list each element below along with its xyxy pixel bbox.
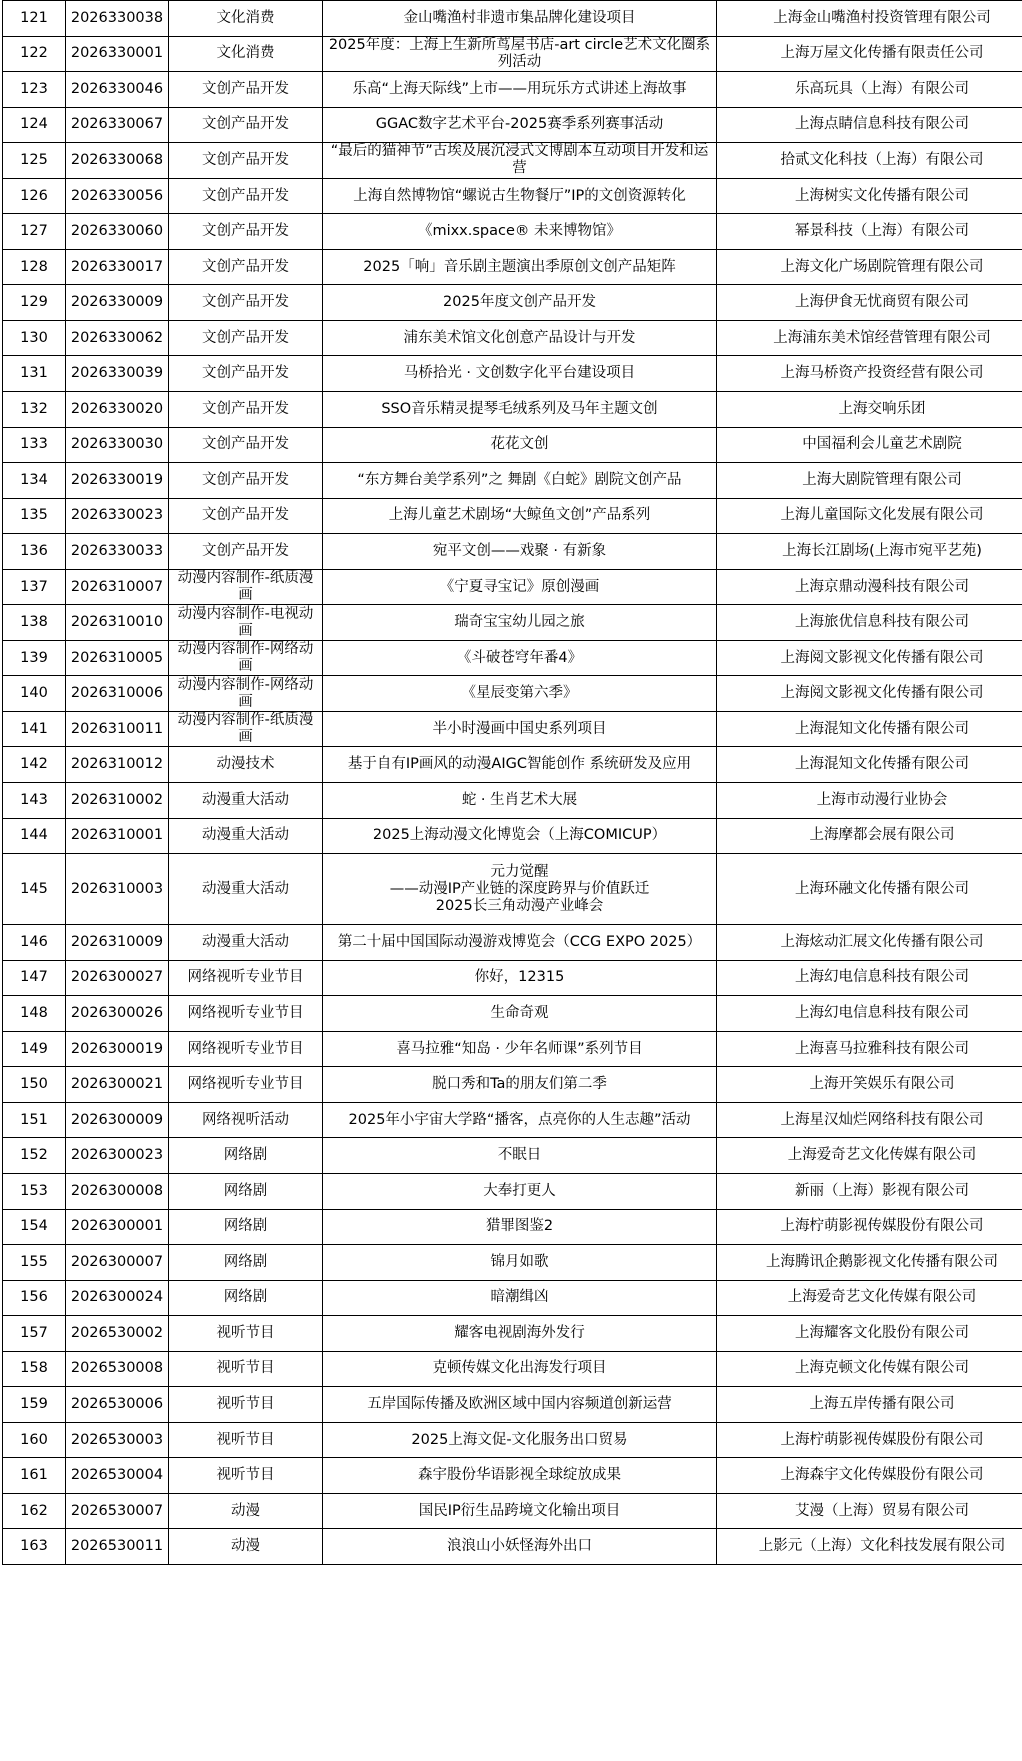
category-cell: 文创产品开发	[169, 107, 323, 143]
project-code-cell: 2026330067	[66, 107, 169, 143]
category-cell: 网络剧	[169, 1138, 323, 1174]
row-number-cell: 142	[3, 747, 66, 783]
row-number-cell: 146	[3, 925, 66, 961]
project-code-cell: 2026530002	[66, 1316, 169, 1352]
organization-cell: 上海柠萌影视传媒股份有限公司	[717, 1209, 1022, 1245]
category-cell: 文创产品开发	[169, 72, 323, 108]
project-name-cell: 上海自然博物馆“螺说古生物餐厅”IP的文创资源转化	[323, 178, 717, 214]
project-name-cell: 生命奇观	[323, 996, 717, 1032]
row-number-cell: 145	[3, 854, 66, 925]
project-name-cell: 耀客电视剧海外发行	[323, 1316, 717, 1352]
row-number-cell: 129	[3, 285, 66, 321]
table-row	[3, 320, 1022, 356]
row-number-cell: 156	[3, 1280, 66, 1316]
project-name-cell: 2025「响」音乐剧主题演出季原创文创产品矩阵	[323, 249, 717, 285]
row-number-cell: 136	[3, 534, 66, 570]
project-code-cell: 2026310003	[66, 854, 169, 925]
table-row	[3, 1102, 1022, 1138]
project-name-line: 元力觉醒	[490, 863, 549, 880]
category-cell: 文创产品开发	[169, 427, 323, 463]
organization-cell: 上海混知文化传播有限公司	[717, 711, 1022, 747]
table-row	[3, 925, 1022, 961]
row-number-cell: 127	[3, 214, 66, 250]
organization-cell: 上海混知文化传播有限公司	[717, 747, 1022, 783]
row-number-cell: 122	[3, 36, 66, 72]
project-code-cell: 2026310009	[66, 925, 169, 961]
project-name-cell: 半小时漫画中国史系列项目	[323, 711, 717, 747]
category-cell: 动漫重大活动	[169, 818, 323, 854]
organization-cell: 拾贰文化科技（上海）有限公司	[717, 143, 1022, 179]
table-row	[3, 107, 1022, 143]
table-row	[3, 1173, 1022, 1209]
organization-cell: 上海炫动汇展文化传播有限公司	[717, 925, 1022, 961]
project-code-cell: 2026300007	[66, 1245, 169, 1281]
table-row	[3, 1245, 1022, 1281]
organization-cell: 上海克顿文化传媒有限公司	[717, 1351, 1022, 1387]
project-name-cell: 暗潮缉凶	[323, 1280, 717, 1316]
project-name-cell: 蛇 · 生肖艺术大展	[323, 783, 717, 819]
table-row	[3, 1031, 1022, 1067]
project-name-cell: 国民IP衍生品跨境文化输出项目	[323, 1493, 717, 1529]
table-row	[3, 960, 1022, 996]
table-row	[3, 1387, 1022, 1423]
organization-cell: 上海喜马拉雅科技有限公司	[717, 1031, 1022, 1067]
project-code-cell: 2026330033	[66, 534, 169, 570]
category-cell: 网络剧	[169, 1209, 323, 1245]
table-row	[3, 1493, 1022, 1529]
table-row	[3, 427, 1022, 463]
table-row	[3, 1138, 1022, 1174]
category-cell: 文创产品开发	[169, 320, 323, 356]
project-name-cell: 基于自有IP画风的动漫AIGC智能创作 系统研发及应用	[323, 747, 717, 783]
project-code-cell: 2026330019	[66, 463, 169, 499]
organization-cell: 上海京鼎动漫科技有限公司	[717, 569, 1022, 605]
table-row	[3, 356, 1022, 392]
row-number-cell: 133	[3, 427, 66, 463]
organization-cell: 上海开笑娱乐有限公司	[717, 1067, 1022, 1103]
project-code-cell: 2026330017	[66, 249, 169, 285]
project-name-cell: 不眠日	[323, 1138, 717, 1174]
project-code-cell: 2026310001	[66, 818, 169, 854]
organization-cell: 上海爱奇艺文化传媒有限公司	[717, 1138, 1022, 1174]
organization-cell: 上海大剧院管理有限公司	[717, 463, 1022, 499]
organization-cell: 上海幻电信息科技有限公司	[717, 960, 1022, 996]
row-number-cell: 135	[3, 498, 66, 534]
organization-cell: 艾漫（上海）贸易有限公司	[717, 1493, 1022, 1529]
project-name-cell: 大奉打更人	[323, 1173, 717, 1209]
table-row	[3, 783, 1022, 819]
project-name-cell: GGAC数字艺术平台-2025赛季系列赛事活动	[323, 107, 717, 143]
project-code-cell: 2026310010	[66, 605, 169, 641]
project-code-cell: 2026300008	[66, 1173, 169, 1209]
row-number-cell: 143	[3, 783, 66, 819]
row-number-cell: 128	[3, 249, 66, 285]
row-number-cell: 152	[3, 1138, 66, 1174]
category-cell: 文创产品开发	[169, 285, 323, 321]
organization-cell: 上海点睛信息科技有限公司	[717, 107, 1022, 143]
row-number-cell: 153	[3, 1173, 66, 1209]
project-code-cell: 2026530011	[66, 1529, 169, 1565]
row-number-cell: 130	[3, 320, 66, 356]
category-cell: 文创产品开发	[169, 534, 323, 570]
project-name-cell: 乐高“上海天际线”上市——用玩乐方式讲述上海故事	[323, 72, 717, 108]
project-code-cell: 2026300001	[66, 1209, 169, 1245]
organization-cell: 上海摩都会展有限公司	[717, 818, 1022, 854]
category-cell: 文创产品开发	[169, 249, 323, 285]
organization-cell: 上海伊食无忧商贸有限公司	[717, 285, 1022, 321]
project-code-cell: 2026330038	[66, 1, 169, 37]
project-code-cell: 2026310002	[66, 783, 169, 819]
category-cell: 网络视听专业节目	[169, 1067, 323, 1103]
row-number-cell: 160	[3, 1422, 66, 1458]
category-cell: 动漫	[169, 1529, 323, 1565]
category-cell: 动漫内容制作-网络动画	[169, 676, 323, 712]
organization-cell: 上海万屋文化传播有限责任公司	[717, 36, 1022, 72]
table-row	[3, 143, 1022, 179]
table-row	[3, 1351, 1022, 1387]
table-row	[3, 747, 1022, 783]
project-code-cell: 2026310007	[66, 569, 169, 605]
category-cell: 动漫内容制作-纸质漫画	[169, 711, 323, 747]
project-name-cell: 2025年度文创产品开发	[323, 285, 717, 321]
table-row	[3, 640, 1022, 676]
project-name-cell: 《mixx.space® 未来博物馆》	[323, 214, 717, 250]
category-cell: 动漫重大活动	[169, 854, 323, 925]
organization-cell: 乐高玩具（上海）有限公司	[717, 72, 1022, 108]
table-row	[3, 1209, 1022, 1245]
project-code-cell: 2026330039	[66, 356, 169, 392]
project-code-cell: 2026330060	[66, 214, 169, 250]
project-name-cell: 《斗破苍穹年番4》	[323, 640, 717, 676]
row-number-cell: 150	[3, 1067, 66, 1103]
project-name-cell: “东方舞台美学系列”之 舞剧《白蛇》剧院文创产品	[323, 463, 717, 499]
project-name-cell: 猎罪图鉴2	[323, 1209, 717, 1245]
organization-cell: 上海柠萌影视传媒股份有限公司	[717, 1422, 1022, 1458]
category-cell: 文创产品开发	[169, 143, 323, 179]
table-row	[3, 569, 1022, 605]
organization-cell: 上海幻电信息科技有限公司	[717, 996, 1022, 1032]
project-name-cell: 2025年小宇宙大学路“播客，点亮你的人生志趣”活动	[323, 1102, 717, 1138]
project-name-cell: 2025上海动漫文化博览会（上海COMICUP）	[323, 818, 717, 854]
category-cell: 视听节目	[169, 1422, 323, 1458]
project-code-cell: 2026530007	[66, 1493, 169, 1529]
row-number-cell: 157	[3, 1316, 66, 1352]
row-number-cell: 149	[3, 1031, 66, 1067]
table-body	[3, 1, 1022, 1565]
row-number-cell: 134	[3, 463, 66, 499]
project-code-cell: 2026330062	[66, 320, 169, 356]
organization-cell: 上海环融文化传播有限公司	[717, 854, 1022, 925]
row-number-cell: 139	[3, 640, 66, 676]
category-cell: 网络剧	[169, 1280, 323, 1316]
project-name-cell: 你好，12315	[323, 960, 717, 996]
table-row	[3, 36, 1022, 72]
category-cell: 动漫	[169, 1493, 323, 1529]
organization-cell: 上海文化广场剧院管理有限公司	[717, 249, 1022, 285]
table-row	[3, 1, 1022, 37]
project-name-cell: “最后的猫神节”古埃及展沉浸式文博剧本互动项目开发和运营	[323, 143, 717, 179]
row-number-cell: 137	[3, 569, 66, 605]
project-code-cell: 2026300026	[66, 996, 169, 1032]
organization-cell: 上海五岸传播有限公司	[717, 1387, 1022, 1423]
table-row	[3, 463, 1022, 499]
project-code-cell: 2026300019	[66, 1031, 169, 1067]
project-name-cell: 《宁夏寻宝记》原创漫画	[323, 569, 717, 605]
project-code-cell: 2026330009	[66, 285, 169, 321]
row-number-cell: 131	[3, 356, 66, 392]
table-row	[3, 1458, 1022, 1494]
organization-cell: 上海交响乐团	[717, 392, 1022, 428]
project-code-cell: 2026330001	[66, 36, 169, 72]
table-row	[3, 1422, 1022, 1458]
project-name-cell: 锦月如歌	[323, 1245, 717, 1281]
row-number-cell: 148	[3, 996, 66, 1032]
table-row	[3, 1316, 1022, 1352]
table-row	[3, 1529, 1022, 1565]
project-code-cell: 2026300023	[66, 1138, 169, 1174]
table-row	[3, 676, 1022, 712]
project-code-cell: 2026300021	[66, 1067, 169, 1103]
category-cell: 网络视听专业节目	[169, 996, 323, 1032]
table-row	[3, 72, 1022, 108]
row-number-cell: 154	[3, 1209, 66, 1245]
organization-cell: 上海耀客文化股份有限公司	[717, 1316, 1022, 1352]
project-name-cell: 五岸国际传播及欧洲区域中国内容频道创新运营	[323, 1387, 717, 1423]
project-name-cell: 克顿传媒文化出海发行项目	[323, 1351, 717, 1387]
table-row	[3, 498, 1022, 534]
project-list-table	[2, 0, 1022, 1565]
row-number-cell: 151	[3, 1102, 66, 1138]
category-cell: 文创产品开发	[169, 392, 323, 428]
row-number-cell: 159	[3, 1387, 66, 1423]
row-number-cell: 162	[3, 1493, 66, 1529]
row-number-cell: 158	[3, 1351, 66, 1387]
table-row	[3, 285, 1022, 321]
project-name-line: ——动漫IP产业链的深度跨界与价值跃迁	[389, 880, 650, 897]
organization-cell: 上海长江剧场(上海市宛平艺苑)	[717, 534, 1022, 570]
project-code-cell: 2026530006	[66, 1387, 169, 1423]
project-code-cell: 2026330020	[66, 392, 169, 428]
project-name-cell: 宛平文创——戏聚 · 有新象	[323, 534, 717, 570]
project-name-cell: 《星辰变第六季》	[323, 676, 717, 712]
row-number-cell: 126	[3, 178, 66, 214]
project-name-cell: 第二十届中国国际动漫游戏博览会（CCG EXPO 2025）	[323, 925, 717, 961]
table-row	[3, 854, 1022, 925]
organization-cell: 上海阅文影视文化传播有限公司	[717, 676, 1022, 712]
category-cell: 视听节目	[169, 1351, 323, 1387]
organization-cell: 新丽（上海）影视有限公司	[717, 1173, 1022, 1209]
organization-cell: 上海马桥资产投资经营有限公司	[717, 356, 1022, 392]
row-number-cell: 147	[3, 960, 66, 996]
table-row	[3, 605, 1022, 641]
category-cell: 文化消费	[169, 36, 323, 72]
table-row	[3, 996, 1022, 1032]
project-name-cell: 浪浪山小妖怪海外出口	[323, 1529, 717, 1565]
project-name-cell: SSO音乐精灵提琴毛绒系列及马年主题文创	[323, 392, 717, 428]
category-cell: 动漫内容制作-网络动画	[169, 640, 323, 676]
table-row	[3, 534, 1022, 570]
organization-cell: 上海市动漫行业协会	[717, 783, 1022, 819]
table-row	[3, 1280, 1022, 1316]
project-code-cell: 2026310012	[66, 747, 169, 783]
project-code-cell: 2026330030	[66, 427, 169, 463]
category-cell: 网络视听专业节目	[169, 960, 323, 996]
category-cell: 文化消费	[169, 1, 323, 37]
organization-cell: 上海金山嘴渔村投资管理有限公司	[717, 1, 1022, 37]
organization-cell: 上海树实文化传播有限公司	[717, 178, 1022, 214]
row-number-cell: 140	[3, 676, 66, 712]
project-name-cell: 金山嘴渔村非遗市集品牌化建设项目	[323, 1, 717, 37]
category-cell: 文创产品开发	[169, 463, 323, 499]
project-code-cell: 2026310011	[66, 711, 169, 747]
organization-cell: 上海浦东美术馆经营管理有限公司	[717, 320, 1022, 356]
row-number-cell: 144	[3, 818, 66, 854]
row-number-cell: 125	[3, 143, 66, 179]
organization-cell: 上影元（上海）文化科技发展有限公司	[717, 1529, 1022, 1565]
category-cell: 动漫重大活动	[169, 925, 323, 961]
project-code-cell: 2026330023	[66, 498, 169, 534]
category-cell: 动漫重大活动	[169, 783, 323, 819]
category-cell: 动漫内容制作-电视动画	[169, 605, 323, 641]
row-number-cell: 132	[3, 392, 66, 428]
row-number-cell: 124	[3, 107, 66, 143]
project-code-cell: 2026310005	[66, 640, 169, 676]
organization-cell: 上海森宇文化传媒股份有限公司	[717, 1458, 1022, 1494]
project-code-cell: 2026300009	[66, 1102, 169, 1138]
row-number-cell: 163	[3, 1529, 66, 1565]
organization-cell: 上海儿童国际文化发展有限公司	[717, 498, 1022, 534]
project-name-cell: 浦东美术馆文化创意产品设计与开发	[323, 320, 717, 356]
organization-cell: 上海阅文影视文化传播有限公司	[717, 640, 1022, 676]
row-number-cell: 121	[3, 1, 66, 37]
project-name-cell: 脱口秀和Ta的朋友们第二季	[323, 1067, 717, 1103]
row-number-cell: 161	[3, 1458, 66, 1494]
category-cell: 网络视听活动	[169, 1102, 323, 1138]
category-cell: 视听节目	[169, 1458, 323, 1494]
organization-cell: 中国福利会儿童艺术剧院	[717, 427, 1022, 463]
category-cell: 动漫技术	[169, 747, 323, 783]
row-number-cell: 155	[3, 1245, 66, 1281]
category-cell: 文创产品开发	[169, 498, 323, 534]
organization-cell: 上海腾讯企鹅影视文化传播有限公司	[717, 1245, 1022, 1281]
row-number-cell: 141	[3, 711, 66, 747]
table-row	[3, 711, 1022, 747]
category-cell: 文创产品开发	[169, 356, 323, 392]
project-name-cell: 2025年度：上海上生新所茑屋书店-art circle艺术文化圈系列活动	[323, 36, 717, 72]
project-code-cell: 2026530004	[66, 1458, 169, 1494]
project-code-cell: 2026310006	[66, 676, 169, 712]
project-code-cell: 2026530008	[66, 1351, 169, 1387]
project-code-cell: 2026530003	[66, 1422, 169, 1458]
table-row	[3, 818, 1022, 854]
row-number-cell: 138	[3, 605, 66, 641]
category-cell: 网络视听专业节目	[169, 1031, 323, 1067]
organization-cell: 上海星汉灿烂网络科技有限公司	[717, 1102, 1022, 1138]
category-cell: 网络剧	[169, 1173, 323, 1209]
category-cell: 视听节目	[169, 1387, 323, 1423]
project-name-cell: 马桥拾光 · 文创数字化平台建设项目	[323, 356, 717, 392]
project-code-cell: 2026330056	[66, 178, 169, 214]
project-name-line: 2025长三角动漫产业峰会	[435, 897, 604, 914]
category-cell: 视听节目	[169, 1316, 323, 1352]
project-name-cell: 喜马拉雅“知岛 · 少年名师课”系列节目	[323, 1031, 717, 1067]
project-name-cell: 上海儿童艺术剧场“大鲸鱼文创”产品系列	[323, 498, 717, 534]
project-code-cell: 2026330068	[66, 143, 169, 179]
category-cell: 文创产品开发	[169, 178, 323, 214]
organization-cell: 幂景科技（上海）有限公司	[717, 214, 1022, 250]
table-row	[3, 178, 1022, 214]
project-name-cell: 瑞奇宝宝幼儿园之旅	[323, 605, 717, 641]
category-cell: 文创产品开发	[169, 214, 323, 250]
project-name-cell: 森宇股份华语影视全球绽放成果	[323, 1458, 717, 1494]
table-row	[3, 392, 1022, 428]
project-code-cell: 2026300027	[66, 960, 169, 996]
project-name-cell: 2025上海文促-文化服务出口贸易	[323, 1422, 717, 1458]
table-row	[3, 1067, 1022, 1103]
organization-cell: 上海旅优信息科技有限公司	[717, 605, 1022, 641]
category-cell: 网络剧	[169, 1245, 323, 1281]
table-row	[3, 214, 1022, 250]
row-number-cell: 123	[3, 72, 66, 108]
project-code-cell: 2026330046	[66, 72, 169, 108]
project-code-cell: 2026300024	[66, 1280, 169, 1316]
project-name-cell	[323, 854, 717, 925]
project-name-cell: 花花文创	[323, 427, 717, 463]
table-row	[3, 249, 1022, 285]
category-cell: 动漫内容制作-纸质漫画	[169, 569, 323, 605]
organization-cell: 上海爱奇艺文化传媒有限公司	[717, 1280, 1022, 1316]
